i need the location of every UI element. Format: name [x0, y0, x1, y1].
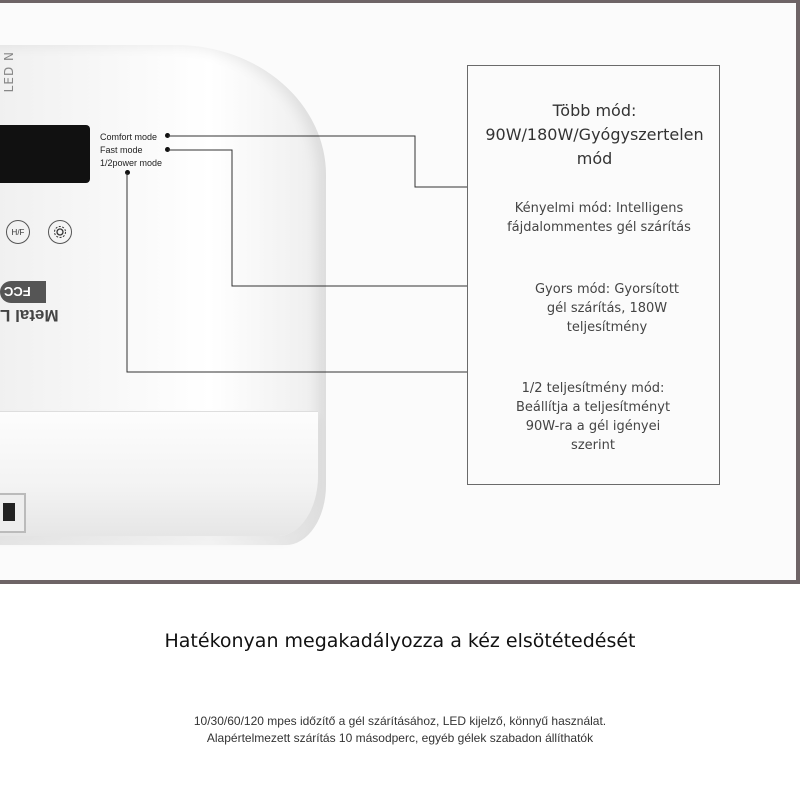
fast-mode-label: Fast mode — [100, 145, 143, 155]
brand-text: LED N — [2, 51, 16, 93]
metal-text: Metal L — [0, 306, 59, 325]
half-description: 1/2 teljesítmény mód: Beállítja a teljesítményt 90W-ra a gél igényei szerint — [515, 381, 671, 453]
footnote-line-2: Alapértelmezett szárítás 10 másodperc, egyéb gélek szabadon állíthatók — [206, 731, 594, 745]
comfort-description: Kényelmi mód: Intelligens fájdalommentes gél szárítás — [507, 201, 691, 235]
caption-heading: Hatékonyan megakadályozza a kéz elsötétedését — [164, 630, 636, 652]
fast-description: Gyors mód: Gyorsított gél szárítás, 180W teljesítmény — [534, 282, 680, 335]
info-box — [467, 65, 720, 485]
footnote-line-1: 10/30/60/120 mpes időzítő a gél szárításához, LED kijelző, könnyű használat. — [193, 714, 607, 728]
half-power-mode-label: 1/2power mode — [100, 158, 163, 168]
hf-button[interactable]: H/F — [6, 220, 30, 244]
fcc-badge: FCC — [0, 281, 46, 303]
comfort-mode-label: Comfort mode — [100, 132, 158, 142]
info-title: Több mód: 90W/180W/Gyógyszertelen mód — [485, 101, 704, 168]
